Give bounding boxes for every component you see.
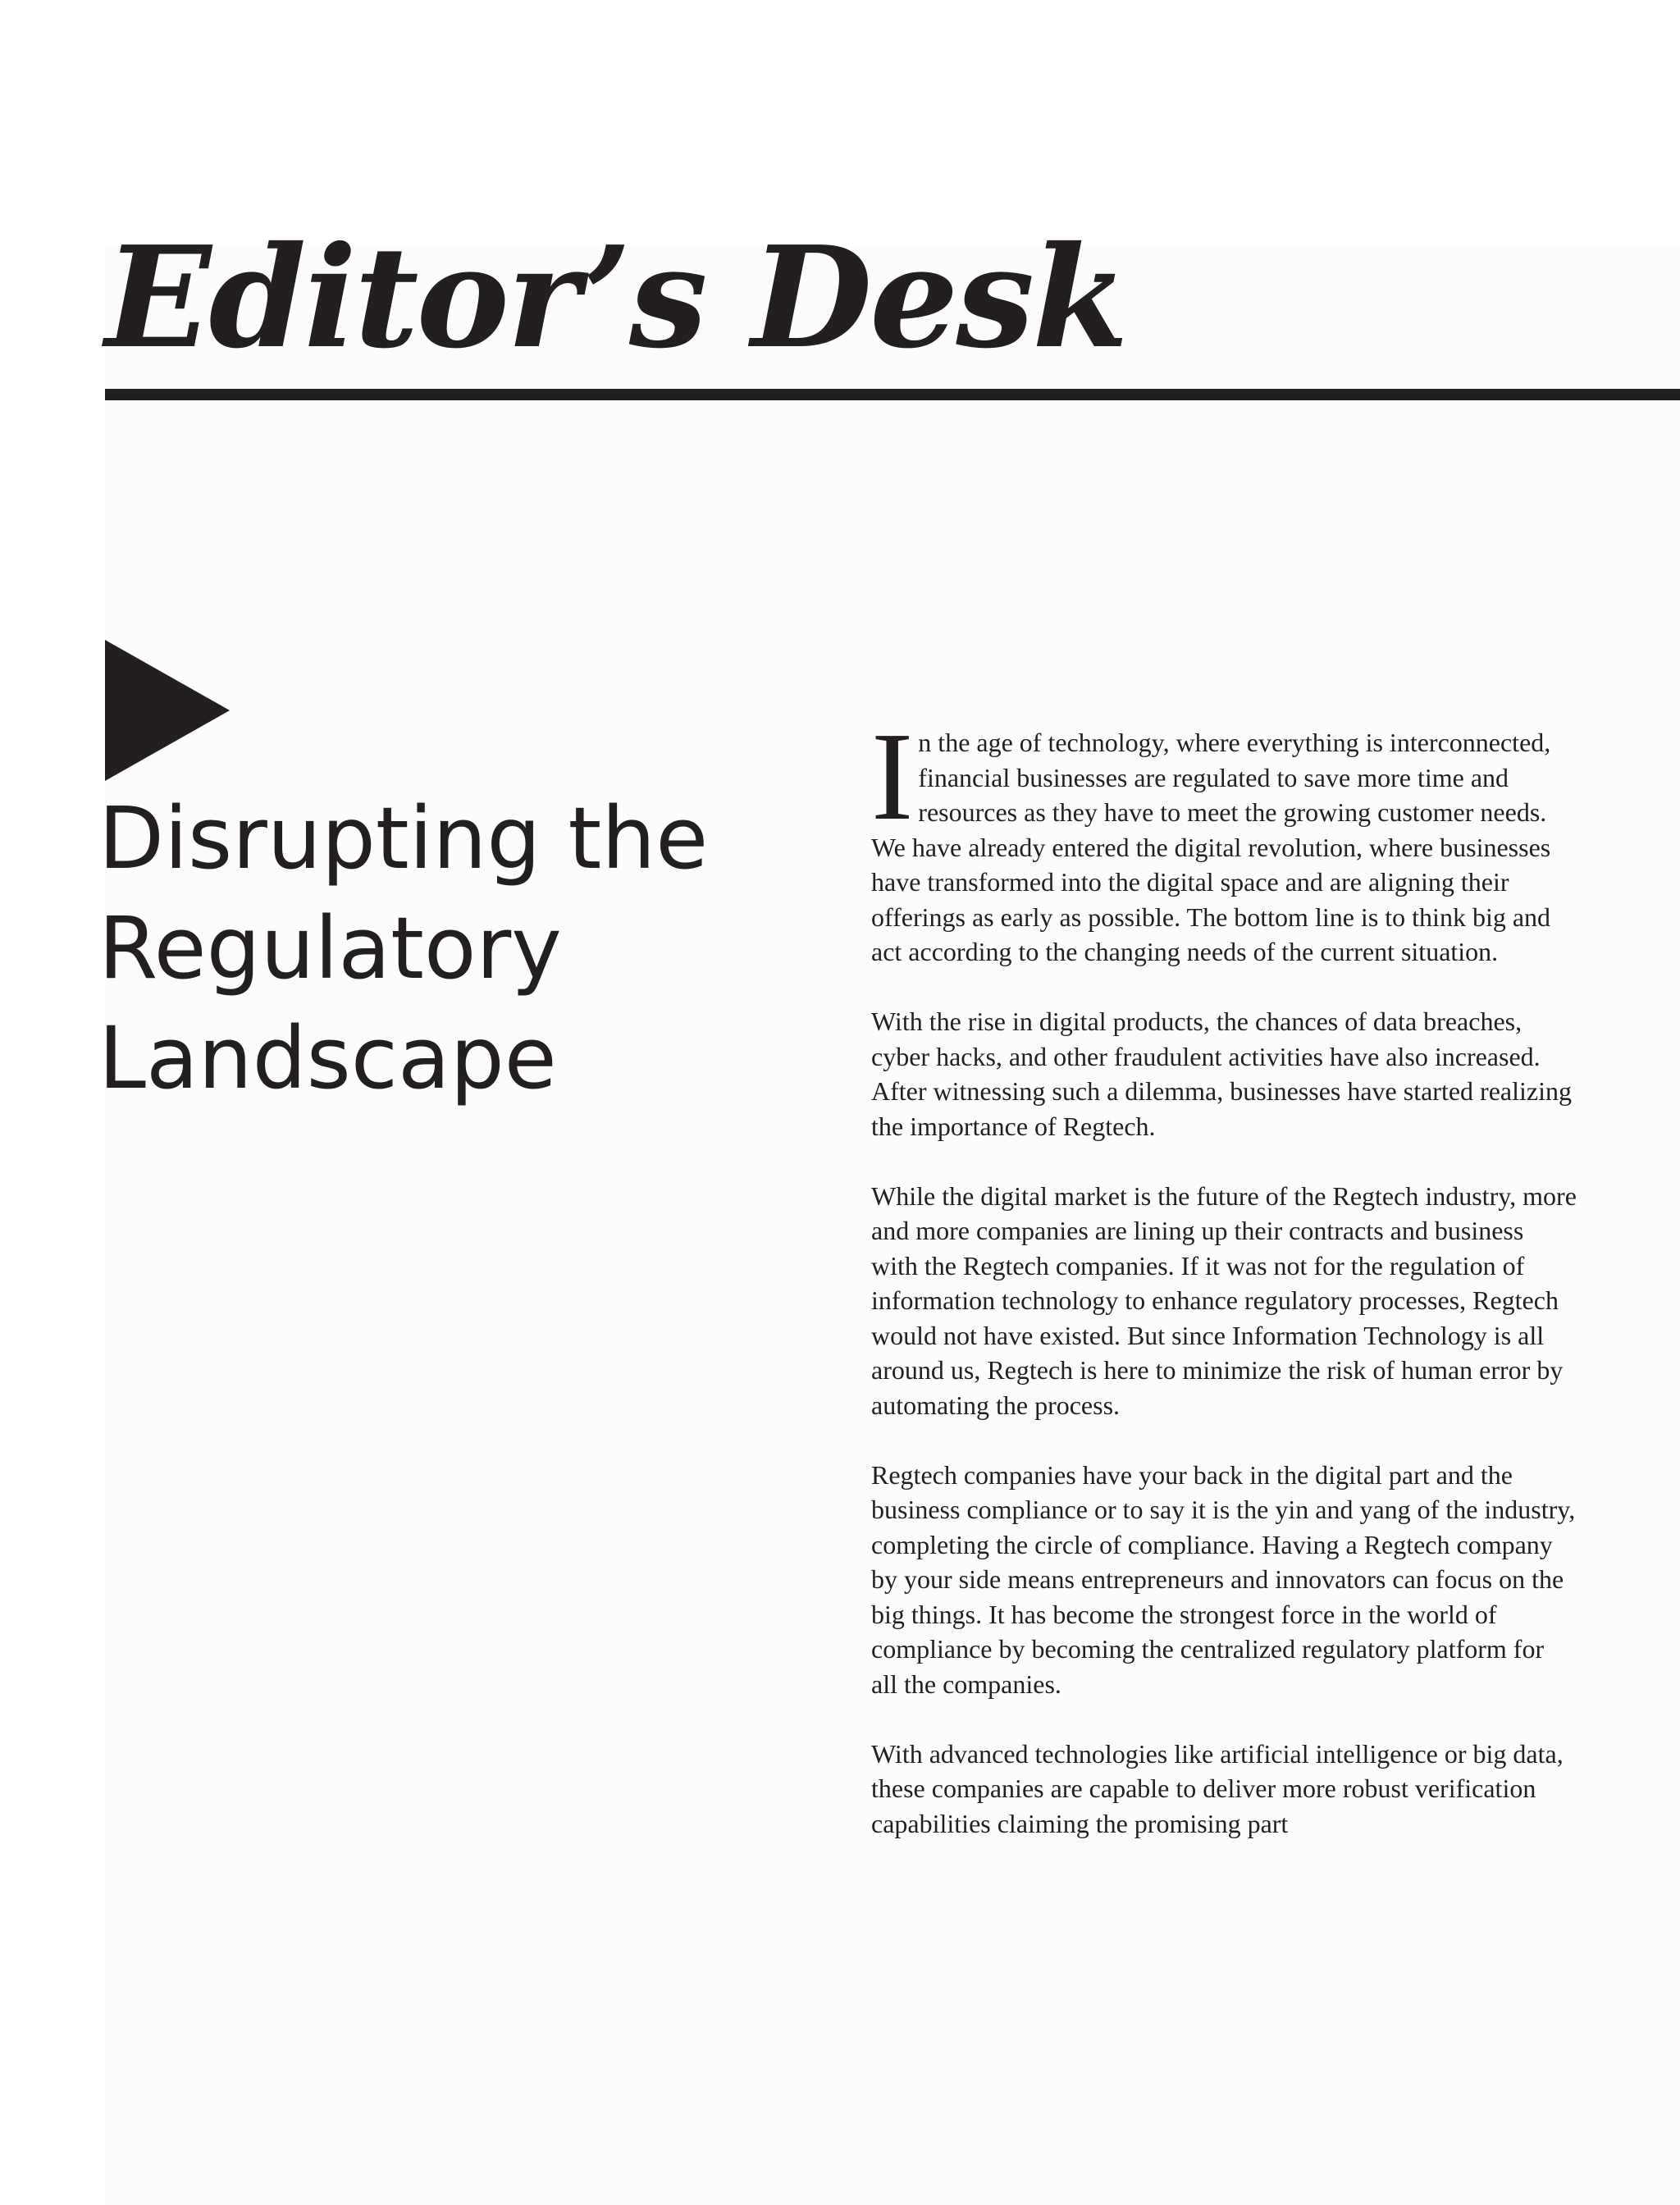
- article-paragraph-4: Regtech companies have your back in the digital part and the business compliance or to say it is the yin and yang of the industry, completing the circle of compliance. Having a Regtech company by your side means entrepreneurs and innovators can focus on the big things. It has become the strongest force in the world of compliance by becoming the centralized regulatory platform for all the companies.: [871, 1459, 1576, 1699]
- drop-cap: I: [871, 707, 914, 847]
- article-body: [871, 707, 1577, 1876]
- headline-line-2: Regulatory: [98, 898, 562, 998]
- paragraph-1-text: n the age of technology, where everything is interconnected, financial businesses are regulated to save more time and resources as they have to meet the growing customer needs. We have already entered the digital revolution, where businesses have transformed into the digital space and are aligning their offerings as early as possible. The bottom line is to think big and act according to the changing needs of the current situation.: [871, 728, 1551, 966]
- article-paragraph-3: While the digital market is the future of the Regtech industry, more and more companies are lining up their contracts and business with the Regtech companies. If it was not for the regulation of information technology to enhance regulatory processes, Regtech would not have existed. But since Information Technology is all around us, Regtech is here to minimize the risk of human error by automating the process.: [871, 1180, 1577, 1420]
- article-paragraph-2: With the rise in digital products, the chances of data breaches, cyber hacks, and other fraudulent activities have also increased. After witnessing such a dilemma, businesses have started realizing the importance of Regtech.: [871, 1007, 1572, 1141]
- play-triangle-icon: [105, 640, 230, 781]
- article-paragraph-5: With advanced technologies like artificial intelligence or big data, these companies are capable to deliver more robust verification capabilities claiming the promising part: [871, 1738, 1564, 1838]
- section-masthead: Editor’s Desk: [105, 216, 1126, 380]
- headline-line-1: Disrupting the: [98, 788, 709, 888]
- masthead-rule: [105, 389, 1680, 400]
- headline-line-3: Landscape: [98, 1008, 557, 1108]
- article-paragraph-1: [871, 707, 1577, 970]
- article-headline: [98, 783, 804, 1113]
